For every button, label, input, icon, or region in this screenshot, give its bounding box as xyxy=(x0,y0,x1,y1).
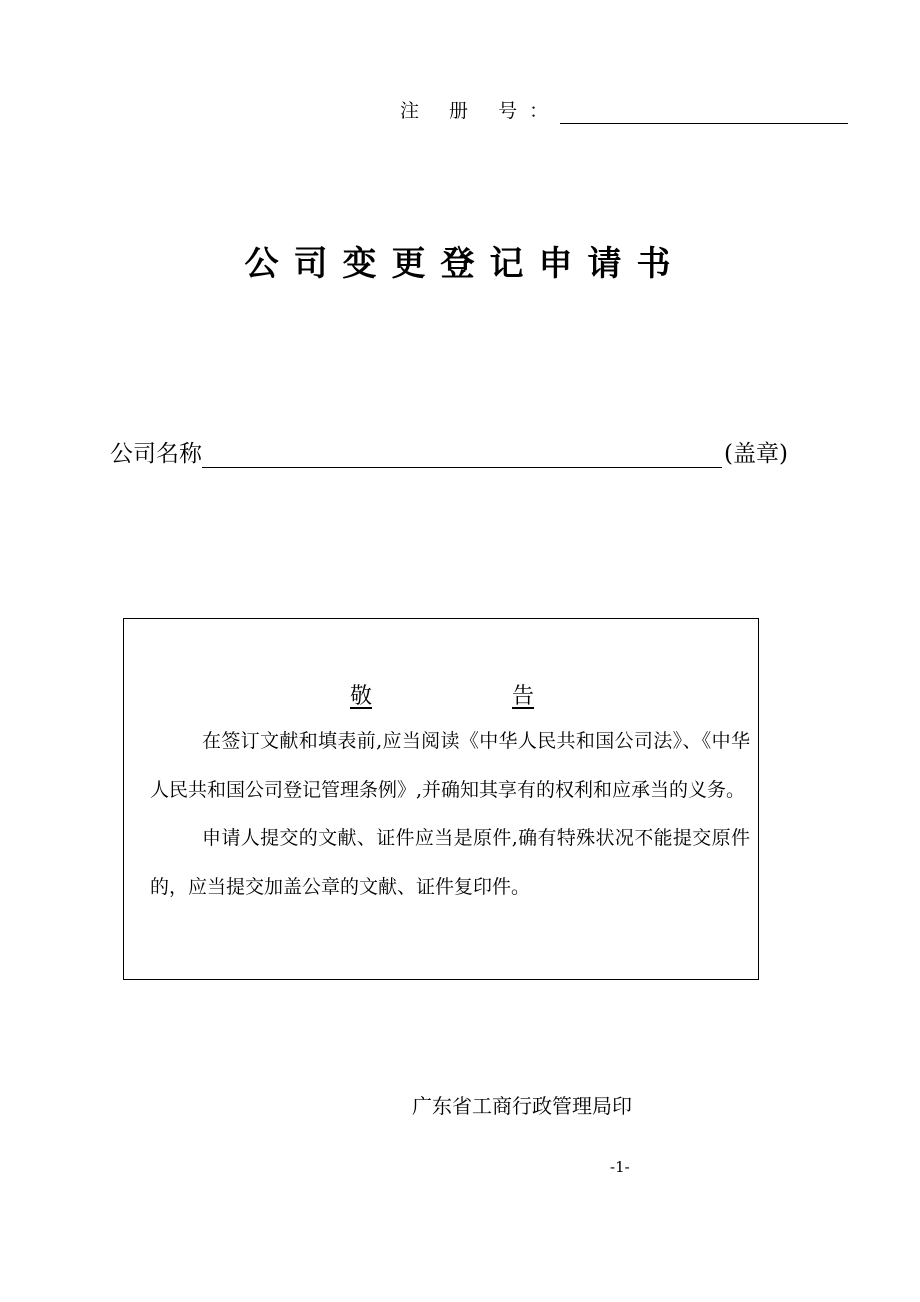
notice-paragraph: 申请人提交的文献、证件应当是原件,确有特殊状况不能提交原件的，应当提交加盖公章的文献、证件复印件。 xyxy=(150,827,750,898)
registration-number-row xyxy=(400,96,848,124)
notice-text xyxy=(150,717,750,911)
company-name-row xyxy=(110,434,788,468)
company-name-field[interactable] xyxy=(202,437,722,468)
notice-box xyxy=(123,618,759,980)
company-name-label: 公司名称 xyxy=(110,441,202,467)
notice-paragraph: 在签订文献和填表前,应当阅读《中华人民共和国公司法》、《中华人民共和国公司登记管理条例》,并确知其享有的权利和应承当的义务。 xyxy=(150,730,750,801)
issuing-authority: 广东省工商行政管理局印 xyxy=(412,1094,632,1118)
notice-title xyxy=(350,679,534,710)
company-stamp-note: (盖章) xyxy=(724,441,788,467)
registration-number-field[interactable] xyxy=(560,99,848,124)
page-number: -1- xyxy=(610,1158,630,1176)
registration-number-label: 注 册 号： xyxy=(400,100,561,122)
notice-title-left: 敬 xyxy=(350,684,373,709)
notice-title-right: 告 xyxy=(512,684,535,709)
document-title: 公司变更登记申请书 xyxy=(244,244,686,284)
